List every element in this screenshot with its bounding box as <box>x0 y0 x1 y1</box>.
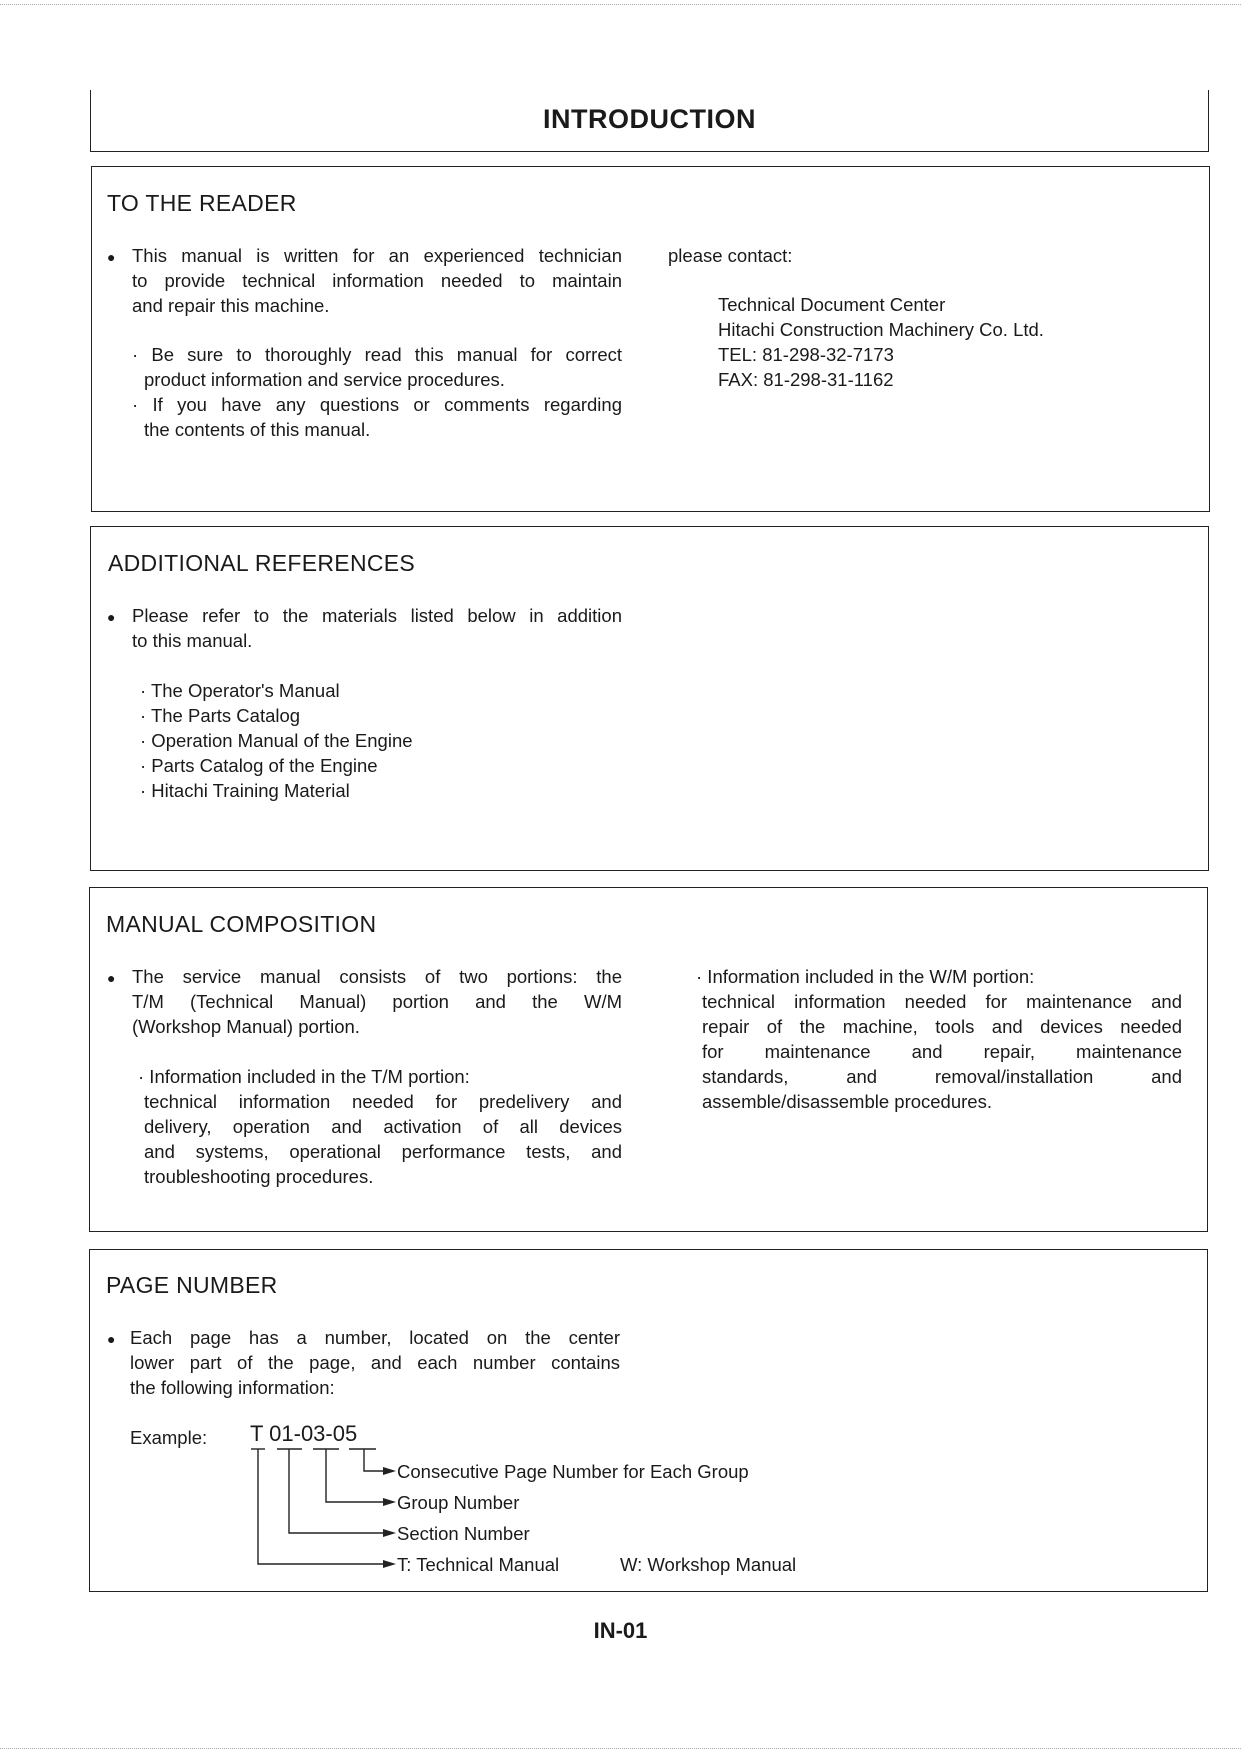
composition-wm: · Information included in the W/M portion: technical information needed for maintenance and repair of the machine, tools and devices needed for maintenance and repair, maintenance standards, and removal/installation and assemble/disassemble procedures. <box>696 966 1182 1112</box>
composition-paragraph: The service manual consists of two portions: the T/M (Technical Manual) portion and the W/M (Workshop Manual) portion. <box>132 966 622 1037</box>
leader-group <box>326 1449 388 1502</box>
arrow-icon <box>383 1560 396 1568</box>
example-label: Example: <box>130 1427 208 1448</box>
example-code: T 01-03-05 <box>250 1421 358 1446</box>
section-heading-references: ADDITIONAL REFERENCES <box>108 550 416 576</box>
legend-page-number: Consecutive Page Number for Each Group <box>397 1461 749 1482</box>
reader-paragraph: This manual is written for an experienced technician to provide technical information needed to maintain and repair this machine. <box>132 245 622 316</box>
bullet-icon: ● <box>107 249 116 265</box>
legend-workshop-manual: W: Workshop Manual <box>620 1554 797 1575</box>
legend-technical-manual: T: Technical Manual <box>397 1554 560 1575</box>
section-heading-reader: TO THE READER <box>107 190 297 216</box>
bullet-icon: ● <box>107 609 116 625</box>
section-heading-page-number: PAGE NUMBER <box>106 1272 278 1298</box>
contact-company: Hitachi Construction Machinery Co. Ltd. <box>718 319 1044 340</box>
bullet-icon: ● <box>107 1331 116 1347</box>
contact-tel: TEL: 81-298-32-7173 <box>718 344 894 365</box>
list-item: · The Operator's Manual <box>140 680 340 701</box>
list-item: · Operation Manual of the Engine <box>140 730 413 751</box>
reader-note-2: · If you have any questions or comments regarding the contents of this manual. <box>132 394 622 440</box>
bullet-icon: ● <box>107 970 116 986</box>
references-paragraph: Please refer to the materials listed below in addition to this manual. <box>132 605 622 651</box>
legend-section-number: Section Number <box>397 1523 530 1544</box>
leader-section <box>289 1449 388 1533</box>
contact-fax: FAX: 81-298-31-1162 <box>718 369 894 390</box>
list-item: · Hitachi Training Material <box>140 780 350 801</box>
contact-org: Technical Document Center <box>718 294 946 315</box>
leader-type <box>258 1449 388 1564</box>
arrow-icon <box>383 1467 396 1475</box>
section-heading-composition: MANUAL COMPOSITION <box>106 911 377 937</box>
list-item: · The Parts Catalog <box>140 705 301 726</box>
page-number-paragraph: Each page has a number, located on the center lower part of the page, and each number contains the following information: <box>130 1327 620 1398</box>
page-title: INTRODUCTION <box>543 104 756 134</box>
composition-tm: · Information included in the T/M portion: technical information needed for predelivery and delivery, operation and activation of all devices and systems, operational performance tests, and troubleshooting procedures. <box>138 1066 622 1187</box>
contact-intro: please contact: <box>668 245 793 266</box>
arrow-icon <box>383 1529 396 1537</box>
arrow-icon <box>383 1498 396 1506</box>
list-item: · Parts Catalog of the Engine <box>140 755 378 776</box>
legend-group-number: Group Number <box>397 1492 520 1513</box>
footer-page-number: IN-01 <box>593 1618 648 1643</box>
reader-note-1: · Be sure to thoroughly read this manual for correct product information and service procedures. <box>132 344 622 390</box>
